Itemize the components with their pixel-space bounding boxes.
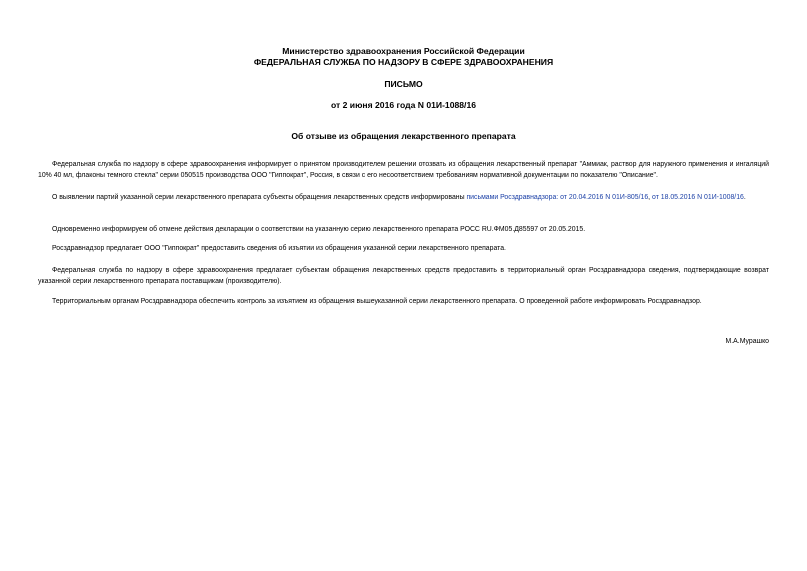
paragraph-territorial-control-text: Территориальным органам Росздравнадзора обеспечить контроль за изъятием из обращения вышеуказанной серии лекарственного препарата. О проведенной работе информировать Росздравнадзор. [52, 298, 702, 305]
paragraph-withdrawal-info [38, 243, 769, 254]
paragraph-batches-informed-text: О выявлении партий указанной серии лекарственного препарата субъекты обращения лекарственных средств информированы [52, 194, 467, 201]
letter-link-18-05-2016[interactable]: от 18.05.2016 N 01И-1008/16 [652, 194, 744, 201]
paragraph-territorial-control [38, 296, 769, 307]
paragraph-declaration-cancel-text: Одновременно информируем об отмене действия декларации о соответствии на указанную серию лекарственного препарата РОСС RU.ФМ05.Д85597 от 20.05.2015. [52, 226, 586, 233]
document-page [38, 0, 769, 571]
ministry-title: Министерство здравоохранения Российской Федерации [282, 46, 525, 56]
paragraph-withdrawal-info-text: Росздравнадзор предлагает ООО "Гиппократ" предоставить сведения об изъятии из обращения указанной серии лекарственного препарата. [52, 245, 506, 252]
document-subject: Об отзыве из обращения лекарственного препарата [291, 131, 516, 141]
service-title: ФЕДЕРАЛЬНАЯ СЛУЖБА ПО НАДЗОРУ В СФЕРЕ ЗДРАВООХРАНЕНИЯ [253, 57, 554, 67]
paragraph-end-period: . [743, 194, 746, 201]
signature: М.А.Мурашко [725, 338, 769, 345]
paragraph-return-info [38, 265, 769, 287]
document-date-number: от 2 июня 2016 года N 01И-1088/16 [331, 100, 476, 110]
paragraph-declaration-cancel [38, 224, 769, 235]
paragraph-return-info-text: Федеральная служба по надзору в сфере здравоохранения предлагает субъектам обращения лекарственных средств предоставить в территориальный орган Росздравнадзора сведения, подтверждающие возврат указанной серии лекарственного препарата поставщикам (производителю). [38, 267, 769, 285]
paragraph-recall-notice-text: Федеральная служба по надзору в сфере здравоохранения информирует о принятом производителем решении отозвать из обращения лекарственный препарат "Аммиак, раствор для наружного применения и ингаляций 10% 40 мл, флаконы темного стекла" серии 050515 производства ООО "Гиппократ", Россия, в связи с его несоответствием требованиям нормативной документации по показателю "Описание". [38, 161, 769, 179]
link-separator: , [648, 194, 653, 201]
paragraph-batches-informed [38, 192, 769, 203]
document-type: ПИСЬМО [384, 79, 423, 89]
letters-link-20-04-2016[interactable]: письмами Росздравнадзора: от 20.04.2016 N 01И-805/16 [466, 194, 649, 201]
paragraph-recall-notice [38, 159, 769, 181]
